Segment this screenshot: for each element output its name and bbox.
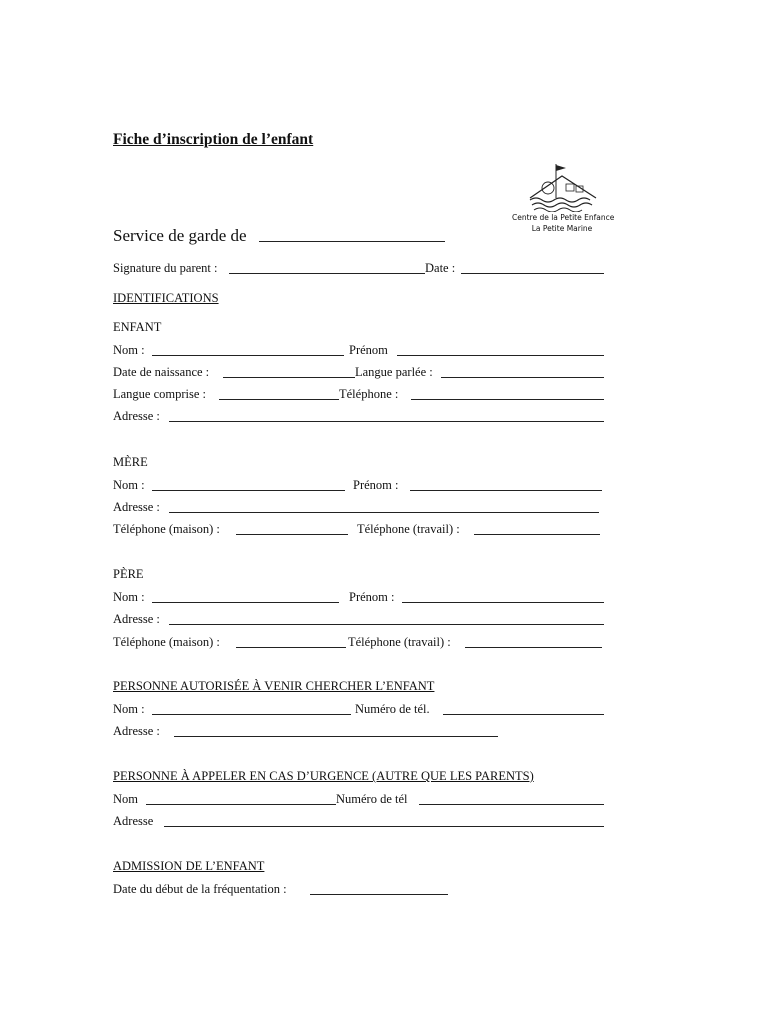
service-label: Service de garde de bbox=[113, 226, 247, 245]
autorisee-nom-label: Nom : bbox=[113, 702, 145, 716]
signature-field[interactable] bbox=[229, 273, 425, 274]
admission-date-field[interactable] bbox=[310, 894, 448, 895]
autorisee-numero-label: Numéro de tél. bbox=[355, 702, 430, 716]
enfant-langue-comprise-label: Langue comprise : bbox=[113, 387, 207, 401]
enfant-nom-field[interactable] bbox=[152, 355, 344, 356]
autorisee-numero-field[interactable] bbox=[443, 714, 604, 715]
enfant-nom-label: Nom : bbox=[113, 343, 145, 357]
mere-adresse-label: Adresse : bbox=[113, 500, 160, 514]
service-field[interactable] bbox=[259, 241, 445, 242]
mere-prenom-label: Prénom : bbox=[353, 478, 399, 492]
mere-heading: MÈRE bbox=[113, 455, 148, 469]
enfant-naissance-label: Date de naissance : bbox=[113, 365, 210, 379]
urgence-adresse-label: Adresse bbox=[113, 814, 154, 828]
pere-heading: PÈRE bbox=[113, 567, 144, 581]
enfant-adresse-field[interactable] bbox=[169, 421, 604, 422]
enfant-telephone-label: Téléphone : bbox=[339, 387, 399, 401]
pere-tel-travail-label: Téléphone (travail) : bbox=[348, 635, 451, 649]
mere-tel-travail-label: Téléphone (travail) : bbox=[357, 522, 460, 536]
admission-heading: ADMISSION DE L’ENFANT bbox=[113, 859, 265, 873]
urgence-nom-label: Nom bbox=[113, 792, 138, 806]
boat-logo-icon bbox=[522, 162, 602, 212]
mere-nom-field[interactable] bbox=[152, 490, 345, 491]
mere-tel-travail-field[interactable] bbox=[474, 534, 600, 535]
identifications-heading: IDENTIFICATIONS bbox=[113, 291, 219, 305]
pere-nom-label: Nom : bbox=[113, 590, 145, 604]
logo-name: Centre de la Petite Enfance bbox=[512, 213, 615, 222]
logo-subname: La Petite Marine bbox=[531, 224, 593, 233]
enfant-langue-parlee-field[interactable] bbox=[441, 377, 604, 378]
page-title: Fiche d’inscription de l’enfant bbox=[113, 131, 314, 148]
mere-tel-maison-label: Téléphone (maison) : bbox=[113, 522, 220, 536]
autorisee-nom-field[interactable] bbox=[152, 714, 351, 715]
urgence-nom-field[interactable] bbox=[146, 804, 336, 805]
pere-tel-maison-label: Téléphone (maison) : bbox=[113, 635, 220, 649]
date-field[interactable] bbox=[461, 273, 604, 274]
admission-date-label: Date du début de la fréquentation : bbox=[113, 882, 287, 896]
mere-prenom-field[interactable] bbox=[410, 490, 602, 491]
autorisee-adresse-field[interactable] bbox=[174, 736, 498, 737]
autorisee-heading: PERSONNE AUTORISÉE À VENIR CHERCHER L’ENFANT bbox=[113, 679, 435, 693]
enfant-heading: ENFANT bbox=[113, 320, 162, 334]
logo bbox=[512, 162, 615, 240]
enfant-telephone-field[interactable] bbox=[411, 399, 604, 400]
mere-nom-label: Nom : bbox=[113, 478, 145, 492]
autorisee-adresse-label: Adresse : bbox=[113, 724, 160, 738]
signature-label: Signature du parent : bbox=[113, 261, 218, 275]
mere-tel-maison-field[interactable] bbox=[236, 534, 348, 535]
urgence-adresse-field[interactable] bbox=[164, 826, 604, 827]
pere-prenom-label: Prénom : bbox=[349, 590, 395, 604]
urgence-numero-field[interactable] bbox=[419, 804, 604, 805]
pere-tel-travail-field[interactable] bbox=[465, 647, 602, 648]
enfant-langue-comprise-field[interactable] bbox=[219, 399, 339, 400]
pere-nom-field[interactable] bbox=[152, 602, 339, 603]
pere-tel-maison-field[interactable] bbox=[236, 647, 346, 648]
enfant-adresse-label: Adresse : bbox=[113, 409, 160, 423]
pere-prenom-field[interactable] bbox=[402, 602, 604, 603]
date-label: Date : bbox=[425, 261, 456, 275]
pere-adresse-field[interactable] bbox=[169, 624, 604, 625]
enfant-naissance-field[interactable] bbox=[223, 377, 355, 378]
urgence-numero-label: Numéro de tél bbox=[336, 792, 408, 806]
pere-adresse-label: Adresse : bbox=[113, 612, 160, 626]
enfant-prenom-field[interactable] bbox=[397, 355, 604, 356]
enfant-langue-parlee-label: Langue parlée : bbox=[355, 365, 433, 379]
enfant-prenom-label: Prénom bbox=[349, 343, 388, 357]
mere-adresse-field[interactable] bbox=[169, 512, 599, 513]
urgence-heading: PERSONNE À APPELER EN CAS D’URGENCE (AUTRE QUE LES PARENTS) bbox=[113, 769, 534, 783]
